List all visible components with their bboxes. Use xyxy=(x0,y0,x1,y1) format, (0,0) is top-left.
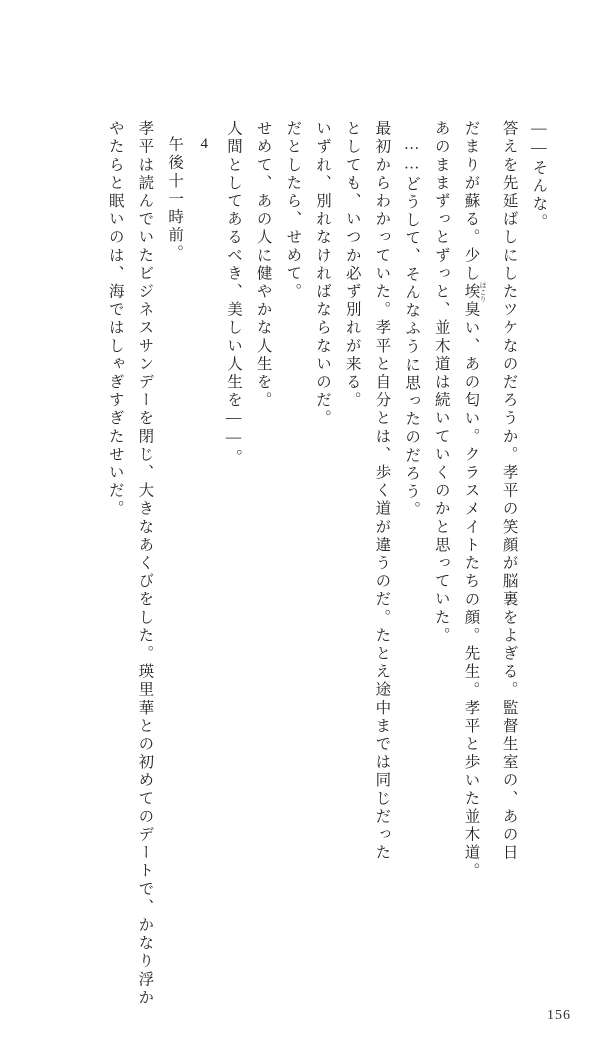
text-column-4: あのままずっとずっと、並木道は続いていくのかと思っていた。 xyxy=(432,120,450,645)
page-number: 156 xyxy=(547,1008,571,1023)
text-column-10: せめて、あの人に健やかな人生を。 xyxy=(254,120,272,410)
section-number: 4 xyxy=(196,136,213,152)
text-column-14: 孝平は読んでいたビジネスサンデーを閉じ、大きなあくびをした。瑛里華との初めてのデートで、かなり浮か xyxy=(136,120,154,1007)
text-column-3: だまりが蘇る。少し埃 ほこり臭い、あの匂い。クラスメイトたちの顔。先生。孝平と歩いた並木道。 xyxy=(462,120,487,881)
text-column-13: 午後十一時前。 xyxy=(166,136,184,263)
text-column-15: やたらと眠いのは、海ではしゃぎすぎたせいだ。 xyxy=(106,120,124,519)
text-column-5: ……どうして、そんなふうに思ったのだろう。 xyxy=(403,136,421,520)
text-column-2: 答えを先延ばしにしたツケなのだろうか。孝平の笑顔が脳裏をよぎる。監督生室の、あの日 xyxy=(500,120,518,863)
text-column-11: 人間としてあるべき、美しい人生を――。 xyxy=(224,120,242,467)
text-column-8: いずれ、別れなければならないのだ。 xyxy=(314,120,331,428)
text-column-6: 最初からわかっていた。孝平と自分とは、歩く道が違うのだ。たとえ途中までは同じだった xyxy=(373,120,391,863)
text-column-1: ――そんな。 xyxy=(530,120,548,232)
text-column-7: としても、いつか必ず別れが来る。 xyxy=(343,120,361,410)
ruby-annotation: 埃 ほこり xyxy=(462,281,487,303)
text-column-9: だとしたら、せめて。 xyxy=(284,120,302,301)
vertical-text-block xyxy=(93,120,573,1007)
